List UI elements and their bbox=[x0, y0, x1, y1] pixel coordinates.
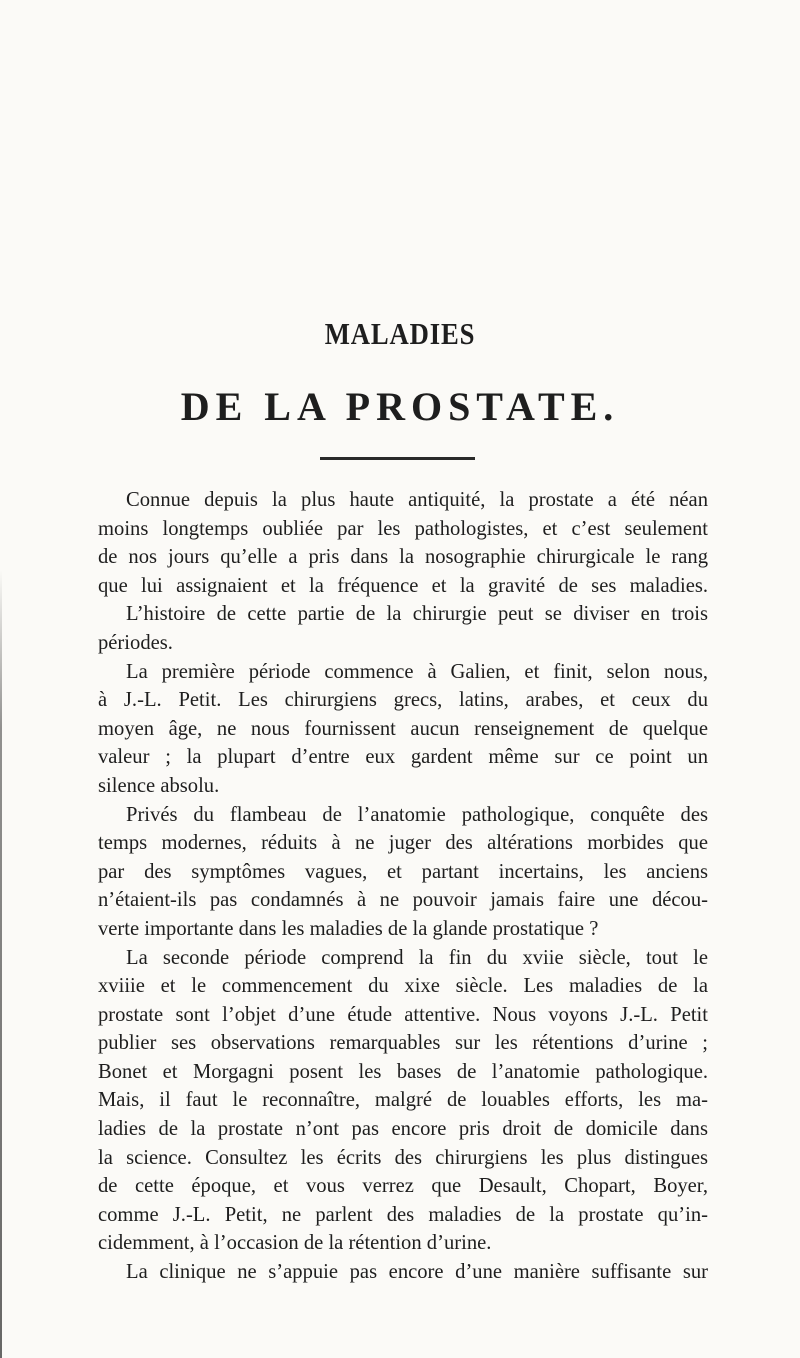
title-line-1: MALADIES bbox=[324, 316, 476, 351]
text-line: verte importante dans les maladies de la glande prostatique ? bbox=[98, 917, 599, 940]
text-line: Mais, il faut le reconnaître, malgré de louables efforts, les ma- bbox=[98, 1089, 708, 1112]
text-line: silence absolu. bbox=[98, 774, 220, 797]
text-line: de nos jours qu’elle a pris dans la nosographie chirurgicale le rang bbox=[98, 546, 708, 569]
text-line: L’histoire de cette partie de la chirurgie peut se diviser en trois bbox=[126, 603, 708, 626]
title-rule bbox=[320, 457, 475, 460]
text-line: cidemment, à l’occasion de la rétention d’urine. bbox=[98, 1232, 492, 1255]
text-line: La seconde période comprend la fin du xviie siècle, tout le bbox=[126, 946, 708, 969]
title-line-2: DE LA PROSTATE. bbox=[180, 384, 620, 429]
text-line: publier ses observations remarquables sur les rétentions d’urine ; bbox=[98, 1032, 708, 1055]
text-line: de cette époque, et vous verrez que Desault, Chopart, Boyer, bbox=[98, 1175, 708, 1198]
text-line: la science. Consultez les écrits des chirurgiens les plus distingues bbox=[98, 1146, 708, 1169]
text-line: xviiie et le commencement du xixe siècle. Les maladies de la bbox=[98, 975, 708, 998]
page-binding-edge bbox=[0, 570, 2, 1358]
text-line: ladies de la prostate n’ont pas encore pris droit de domicile dans bbox=[98, 1118, 708, 1141]
text-line: n’étaient-ils pas condamnés à ne pouvoir jamais faire une décou- bbox=[98, 889, 708, 912]
text-line: Connue depuis la plus haute antiquité, la prostate a été néan bbox=[126, 489, 708, 511]
text-line: valeur ; la plupart d’entre eux gardent même sur ce point un bbox=[98, 746, 708, 769]
text-line: comme J.-L. Petit, ne parlent des maladies de la prostate qu’in- bbox=[98, 1203, 708, 1226]
text-line: périodes. bbox=[98, 631, 173, 654]
text-line: prostate sont l’objet d’une étude attentive. Nous voyons J.-L. Petit bbox=[98, 1003, 708, 1026]
text-line: moyen âge, ne nous fournissent aucun renseignement de quelque bbox=[98, 717, 708, 740]
text-line: par des symptômes vagues, et partant incertains, les anciens bbox=[98, 860, 708, 883]
text-line: Bonet et Morgagni posent les bases de l’anatomie pathologique. bbox=[98, 1060, 708, 1083]
text-line: temps modernes, réduits à ne juger des altérations morbides que bbox=[98, 832, 708, 855]
text-line: que lui assignaient et la fréquence et la gravité de ses maladies. bbox=[98, 574, 708, 597]
body-text bbox=[98, 486, 708, 1287]
text-line: à J.-L. Petit. Les chirurgiens grecs, latins, arabes, et ceux du bbox=[98, 689, 708, 712]
text-line: moins longtemps oubliée par les pathologistes, et c’est seulement bbox=[98, 517, 708, 540]
text-line: La première période commence à Galien, et finit, selon nous, bbox=[126, 660, 708, 683]
text-line: Privés du flambeau de l’anatomie pathologique, conquête des bbox=[126, 803, 708, 826]
text-line: La clinique ne s’appuie pas encore d’une manière suffisante sur bbox=[126, 1261, 708, 1284]
